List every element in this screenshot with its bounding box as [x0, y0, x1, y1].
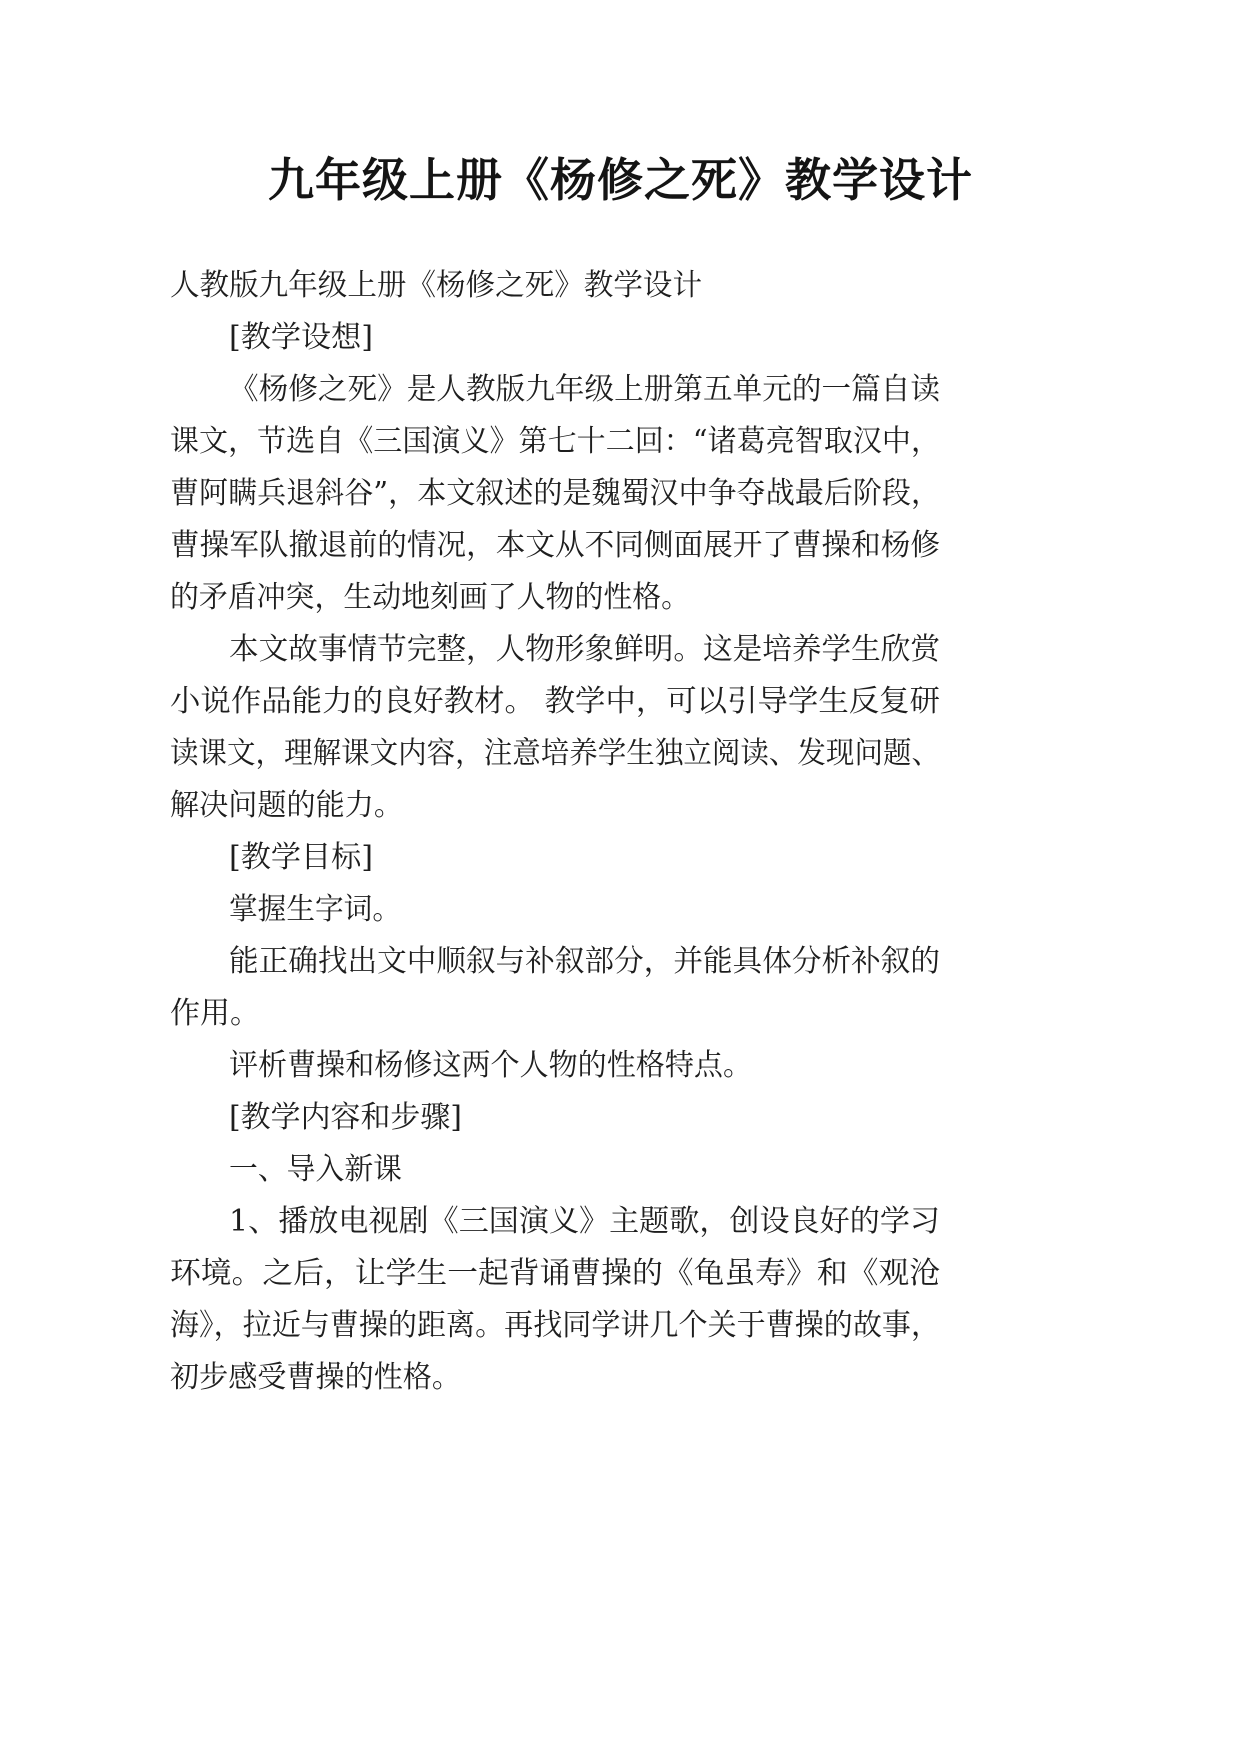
- paragraph-line: 一、导入新课: [229, 1152, 402, 1187]
- paragraph-line: 1、播放电视剧《三国演义》主题歌，创设良好的学习: [229, 1204, 940, 1239]
- paragraph-line: [教学内容和步骤]: [229, 1100, 462, 1135]
- paragraph-line: 作用。: [170, 996, 260, 1031]
- paragraph-line: 读课文，理解课文内容，注意培养学生独立阅读、发现问题、: [170, 736, 940, 771]
- paragraph-line: 的矛盾冲突，生动地刻画了人物的性格。: [170, 580, 690, 615]
- paragraph-line: 海》，拉近与曹操的距离。再找同学讲几个关于曹操的故事，: [170, 1308, 940, 1343]
- document-title: 九年级上册《杨修之死》教学设计: [268, 153, 973, 207]
- paragraph-line: 曹阿瞒兵退斜谷”，本文叙述的是魏蜀汉中争夺战最后阶段，: [170, 476, 940, 511]
- paragraph-line: 能正确找出文中顺叙与补叙部分，并能具体分析补叙的: [229, 944, 940, 979]
- paragraph-line: 解决问题的能力。: [170, 788, 403, 823]
- paragraph-line: 评析曹操和杨修这两个人物的性格特点。: [229, 1048, 752, 1083]
- paragraph-line: 环境。之后，让学生一起背诵曹操的《龟虽寿》和《观沧: [170, 1256, 940, 1291]
- paragraph-line: 曹操军队撤退前的情况，本文从不同侧面展开了曹操和杨修: [170, 528, 940, 563]
- paragraph-line: [教学目标]: [229, 840, 373, 875]
- paragraph-line: 本文故事情节完整，人物形象鲜明。这是培养学生欣赏: [229, 632, 940, 667]
- paragraph-line: 小说作品能力的良好教材。 教学中，可以引导学生反复研: [170, 684, 940, 719]
- paragraph-line: 课文，节选自《三国演义》第七十二回：“诸葛亮智取汉中，: [170, 424, 940, 459]
- paragraph-line: 掌握生字词。: [229, 892, 401, 927]
- paragraph-line: 人教版九年级上册《杨修之死》教学设计: [170, 268, 702, 303]
- paragraph-line: 初步感受曹操的性格。: [170, 1360, 461, 1395]
- paragraph-line: [教学设想]: [229, 320, 373, 355]
- paragraph-line: 《杨修之死》是人教版九年级上册第五单元的一篇自读: [229, 372, 940, 407]
